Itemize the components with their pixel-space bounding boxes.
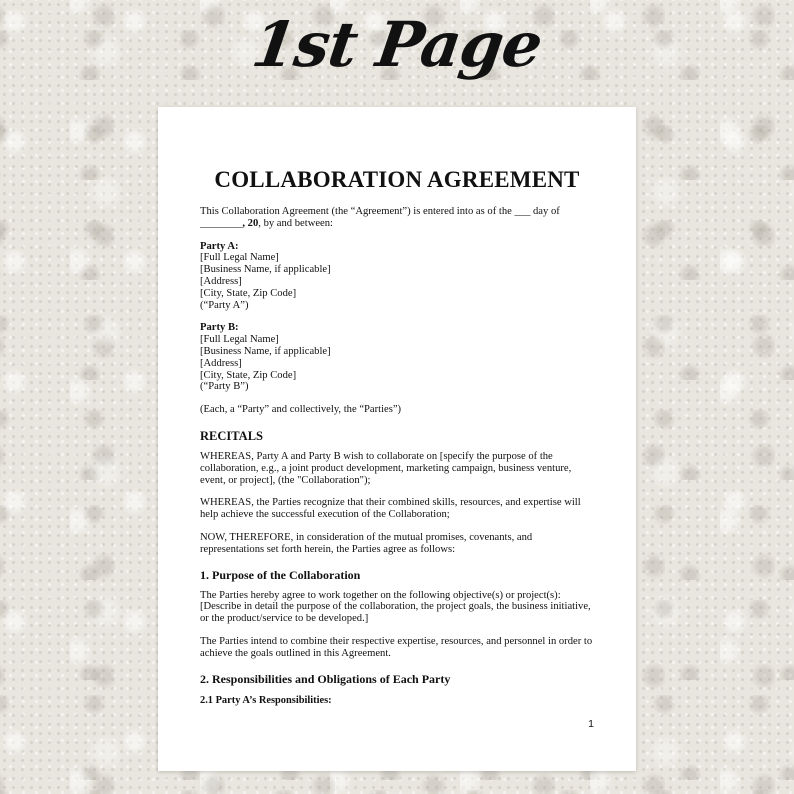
intro-text-end: , by and between: bbox=[258, 217, 333, 229]
party-b-line: [Business Name, if applicable] bbox=[200, 345, 331, 357]
recitals-heading: RECITALS bbox=[200, 428, 263, 443]
document-body bbox=[200, 206, 594, 706]
section-2-1-heading: 2.1 Party A’s Responsibilities: bbox=[200, 694, 332, 706]
recitals-paragraph: NOW, THEREFORE, in consideration of the mutual promises, covenants, and representations set forth herein, the Parties agree as follows: bbox=[200, 531, 533, 555]
party-b-line: [Address] bbox=[200, 357, 242, 369]
party-b-line: (“Party B”) bbox=[200, 381, 249, 393]
party-a-line: [Address] bbox=[200, 275, 242, 287]
section-1-paragraph: [Describe in detail the purpose of the collaboration, the project goals, the business initiative, or the product/service to be developed.] bbox=[200, 601, 591, 625]
section-1-paragraph: The Parties hereby agree to work together on the following objective(s) or project(s): bbox=[200, 589, 561, 601]
page-number: 1 bbox=[588, 718, 594, 730]
document-page bbox=[158, 107, 636, 771]
recitals-paragraph: WHEREAS, the Parties recognize that their combined skills, resources, and expertise will help achieve the successful execution of the Collaboration; bbox=[200, 497, 581, 521]
party-a-line: [Business Name, if applicable] bbox=[200, 264, 331, 276]
section-1-paragraph: The Parties intend to combine their respective expertise, resources, and personnel in order to achieve the goals outlined in this Agreement. bbox=[200, 635, 593, 659]
party-b-heading: Party B: bbox=[200, 322, 239, 334]
section-2-heading: 2. Responsibilities and Obligations of Each Party bbox=[200, 671, 451, 686]
party-b-line: [Full Legal Name] bbox=[200, 334, 279, 346]
party-a-line: [Full Legal Name] bbox=[200, 252, 279, 264]
party-a-heading: Party A: bbox=[200, 240, 239, 252]
intro-paragraph bbox=[200, 206, 594, 230]
section-1-heading: 1. Purpose of the Collaboration bbox=[200, 567, 361, 582]
intro-text: This Collaboration Agreement (the “Agreement”) is entered into as of the ___ day of ________ bbox=[200, 206, 560, 229]
parties-note: (Each, a “Party” and collectively, the “Parties”) bbox=[200, 404, 402, 416]
party-b-line: [City, State, Zip Code] bbox=[200, 369, 297, 381]
recitals-paragraph: WHEREAS, Party A and Party B wish to collaborate on [specify the purpose of the collaboration, e.g., a joint product development, marketing campaign, business venture, event, or project], (the "Collaboration"); bbox=[200, 450, 572, 486]
party-a-line: (“Party A”) bbox=[200, 299, 249, 311]
intro-year: , 20 bbox=[242, 217, 259, 229]
page-banner-title: 1st Page bbox=[247, 8, 547, 81]
party-a-line: [City, State, Zip Code] bbox=[200, 287, 297, 299]
document-title: COLLABORATION AGREEMENT bbox=[214, 167, 580, 192]
